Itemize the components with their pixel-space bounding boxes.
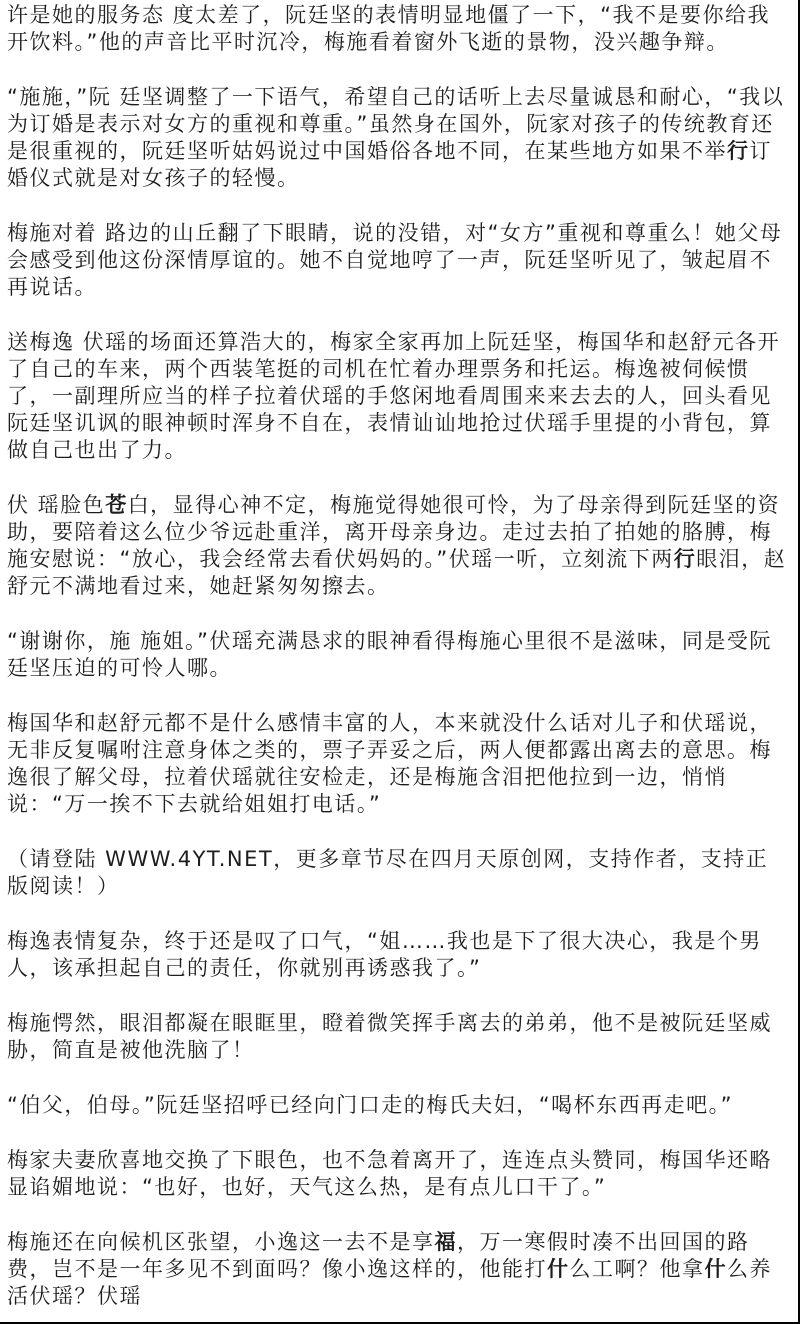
paragraph (7, 2, 788, 56)
text-run: 订婚仪式就是对女孩子的轻慢。 (7, 139, 772, 190)
fallback-glyph: 苍 (105, 493, 128, 517)
text-run: 梅家夫妻欣喜地交换了下眼色，也不急着离开了，连连点头赞同，梅国华还略显谄媚地说：“也好，也好，天气这么热，是有点儿口干了。” (7, 1148, 772, 1199)
paragraph (7, 84, 788, 192)
text-run: 送梅逸 伏瑶的场面还算浩大的，梅家全家再加上阮廷坚，梅国华和赵舒元各开了自己的车来，两个西装笔挺的司机在忙着办理票务和托运。梅逸被伺候惯了，一副理所应当的样子拉着伏瑶的手悠闲地看周围来来去去的人，回头看见阮廷坚讥讽的眼神顿时浑身不自在，表情讪讪地抢过伏瑶手里提的小背包，算做自己也出了力。 (7, 330, 781, 462)
paragraph (7, 846, 788, 900)
text-run: 眼泪，赵舒元不满地看过来，她赶紧匆匆擦去。 (7, 547, 787, 598)
text-run: “伯父，伯母。”阮廷坚招呼已经向门口走的梅氏夫妇，“喝杯东西再走吧。” (7, 1093, 734, 1117)
text-run: “谢谢你，施 施姐。”伏瑶充满恳求的眼神看得梅施心里很不是滋味，同是受阮廷坚压迫的可怜人哪。 (7, 629, 772, 680)
text-run: 梅逸表情复杂，终于还是叹了口气，“姐……我也是下了很大决心，我是个男人，该承担起自己的责任，你就别再诱惑我了。” (7, 929, 762, 980)
text-run: ，万一寒假时凑不出回国的路费，岂不是一年多见不到面吗？像小逸这样的，他能打 (7, 1230, 750, 1281)
text-run: 梅国华和赵舒元都不是什么感情丰富的人，本来就没什么话对儿子和伏瑶说，无非反复嘱咐注意身体之类的，票子弄妥之后，两人便都露出离去的意思。梅逸很了解父母，拉着伏瑶就往安检走，还是梅施含泪把他拉到一边，悄悄说：“万一挨不下去就给姐姐打电话。” (7, 711, 772, 816)
paragraph (7, 1147, 788, 1201)
paragraph (7, 1092, 788, 1119)
fallback-glyph: 什 (704, 1257, 727, 1281)
paragraph (7, 492, 788, 600)
paragraph (7, 1010, 788, 1064)
fallback-glyph: 行 (673, 547, 697, 571)
text-run: 许是她的服务态 度太差了，阮廷坚的表情明显地僵了一下，“我不是要你给我开饮料。”他的声音比平时沉冷，梅施看着窗外飞逝的景物，没兴趣争辩。 (7, 3, 771, 54)
text-run: 白，显得心神不定，梅施觉得她很可怜，为了母亲得到阮廷坚的资助，要陪着这么位少爷远赴重洋，离开母亲身边。走过去拍了拍她的胳膊，梅施安慰说：“放心，我会经常去看伏妈妈的。”伏瑶一听，立刻流下两 (7, 493, 781, 571)
text-run: 么养活伏瑶？伏瑶 (7, 1257, 772, 1308)
text-run: 梅施对着 路边的山丘翻了下眼睛，说的没错，对“女方”重视和尊重么！她父母会感受到他这份深情厚谊的。她不自觉地哼了一声，阮廷坚听见了，皱起眉不再说话。 (7, 221, 783, 299)
paragraph (7, 1229, 788, 1310)
text-run: （请登陆 WWW.4YT.NET，更多章节尽在四月天原创网，支持作者，支持正版阅读！） (7, 847, 769, 898)
paragraph (7, 220, 788, 301)
paragraph (7, 329, 788, 464)
text-run: 梅施还在向候机区张望，小逸这一去不是享 (7, 1230, 435, 1254)
paragraph (7, 628, 788, 682)
text-run: 梅施愕然，眼泪都凝在眼眶里，瞪着微笑挥手离去的弟弟，他不是被阮廷坚威胁，简直是被他洗脑了！ (7, 1011, 772, 1062)
paragraph (7, 928, 788, 982)
paragraph (7, 710, 788, 818)
fallback-glyph: 什 (547, 1257, 570, 1281)
text-run: 伏 瑶脸色 (7, 493, 106, 517)
text-run: 么工啊？他拿 (569, 1257, 705, 1281)
fallback-glyph: 行 (727, 139, 750, 163)
fallback-glyph: 福 (434, 1230, 457, 1254)
text-run: “施施，”阮 廷坚调整了一下语气，希望自己的话听上去尽量诚恳和耐心，“我以为订婚是表示对女方的重视和尊重。”虽然身在国外，阮家对孩子的传统教育还是很重视的，阮廷坚听姑妈说过中国婚俗各地不同，在某些地方如果不举 (7, 85, 785, 163)
novel-text (7, 2, 788, 1310)
